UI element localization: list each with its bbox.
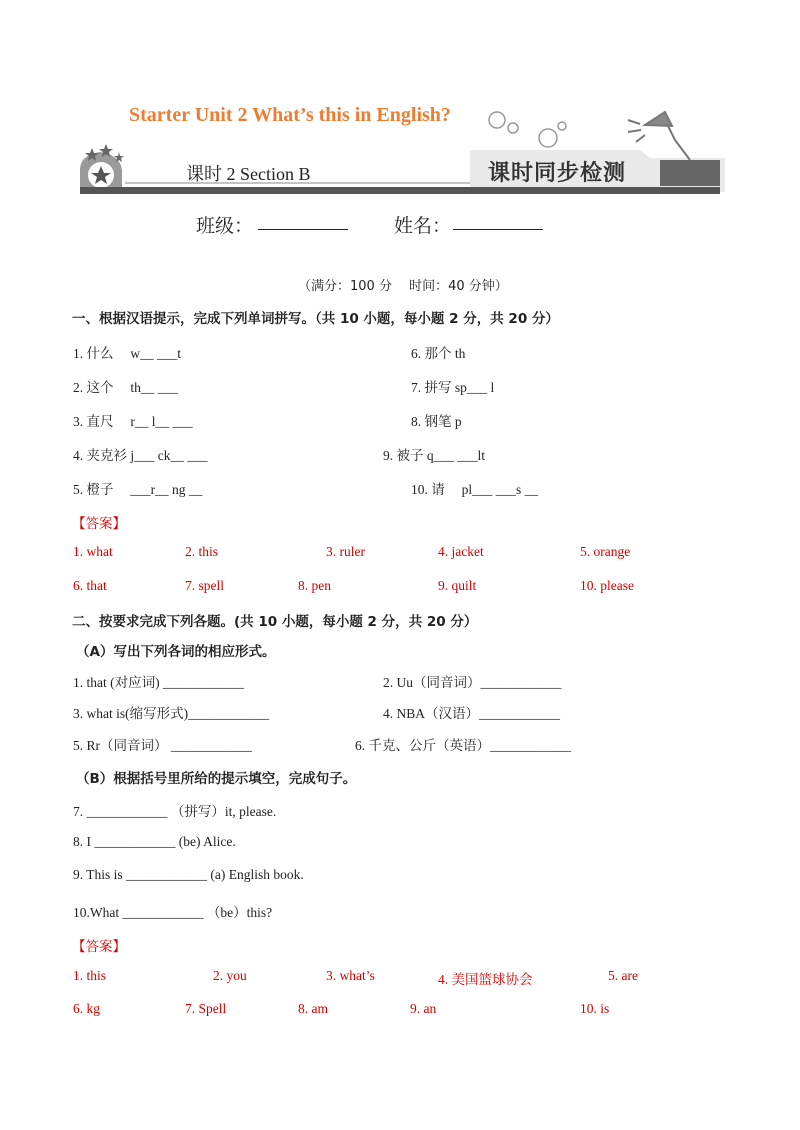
s2-answer: 1. this: [73, 968, 107, 983]
s1-item-4: 4. 夹克衫 j___ ck__ ___: [73, 448, 208, 463]
class-field[interactable]: [258, 229, 348, 230]
partB-heading: （B）根据括号里所给的提示填空，完成句子。: [76, 771, 357, 787]
lesson-label: 课时 2 Section B: [186, 164, 311, 184]
s1-answer: 7. spell: [185, 578, 224, 593]
s1-answer-label: 【答案】: [72, 516, 126, 532]
s2b-item-10: 10.What ____________ （be）this?: [73, 905, 273, 920]
s1-answer: 2. this: [185, 544, 219, 559]
s2-answer: 10. is: [580, 1001, 610, 1016]
s1-item-3: 3. 直尺 r__ l__ ___: [73, 414, 193, 429]
s2-answer: 5. are: [608, 968, 638, 983]
s2-answer: 6. kg: [73, 1001, 100, 1016]
s1-answer: 6. that: [73, 578, 107, 593]
s1-answer: 5. orange: [580, 544, 631, 559]
s2-answer: 9. an: [410, 1001, 437, 1016]
s2-answer: 8. am: [298, 1001, 328, 1016]
score-time-info: （满分：100 分 时间：40 分钟）: [298, 279, 508, 294]
s2a-item-6: 6. 千克、公斤（英语）____________: [355, 738, 571, 753]
s1-item-6: 6. 那个 th: [411, 346, 466, 361]
s2-answer: 7. Spell: [185, 1001, 227, 1016]
s1-item-9: 9. 被子 q___ ___lt: [383, 448, 486, 463]
s1-answer: 3. ruler: [326, 544, 365, 559]
star-badge-icon: [80, 144, 124, 192]
s2a-item-2: 2. Uu（同音词）____________: [383, 675, 562, 690]
s2a-item-1: 1. that (对应词) ____________: [73, 675, 244, 690]
name-label: 姓名：: [394, 215, 452, 237]
s1-answer: 8. pen: [298, 578, 331, 593]
s1-item-5: 5. 橙子 ___r__ ng __: [73, 482, 203, 497]
s2-answer: 3. what’s: [326, 968, 375, 983]
s2-answer: 2. you: [213, 968, 247, 983]
partA-heading: （A）写出下列各词的相应形式。: [76, 644, 276, 660]
page-title: Starter Unit 2 What’s this in English?: [129, 104, 451, 126]
s1-answer: 4. jacket: [438, 544, 484, 559]
s1-answer: 9. quilt: [438, 578, 477, 593]
s1-item-10: 10. 请 pl___ ___s __: [411, 482, 539, 497]
s2a-item-5: 5. Rr（同音词） ____________: [73, 738, 252, 753]
name-field[interactable]: [453, 229, 543, 230]
s1-item-7: 7. 拼写 sp___ l: [411, 380, 495, 395]
s1-answer: 1. what: [73, 544, 113, 559]
s2b-item-9: 9. This is ____________ (a) English book.: [73, 867, 304, 882]
s2b-item-8: 8. I ____________ (be) Alice.: [73, 834, 236, 849]
s2a-item-3: 3. what is(缩写形式)____________: [73, 706, 270, 721]
s1-item-8: 8. 钢笔 p: [411, 414, 462, 429]
bubbles-icon: [489, 112, 566, 147]
s1-item-2: 2. 这个 th__ ___: [73, 380, 179, 395]
section2-heading: 二、按要求完成下列各题。(共 10 小题，每小题 2 分，共 20 分）: [72, 614, 478, 630]
s2a-item-4: 4. NBA（汉语）____________: [383, 706, 561, 721]
s1-item-1: 1. 什么 w__ ___t: [73, 346, 181, 361]
s1-answer: 10. please: [580, 578, 634, 593]
s2-answer-label: 【答案】: [72, 939, 126, 955]
class-label: 班级：: [196, 215, 254, 237]
s2b-item-7: 7. ____________ （拼写）it, please.: [73, 804, 277, 819]
sync-test-tag: 课时同步检测: [488, 161, 627, 186]
s2-answer: 4. 美国篮球协会: [438, 972, 533, 987]
section1-heading: 一、根据汉语提示，完成下列单词拼写。（共 10 小题，每小题 2 分，共 20 分）: [72, 311, 559, 327]
